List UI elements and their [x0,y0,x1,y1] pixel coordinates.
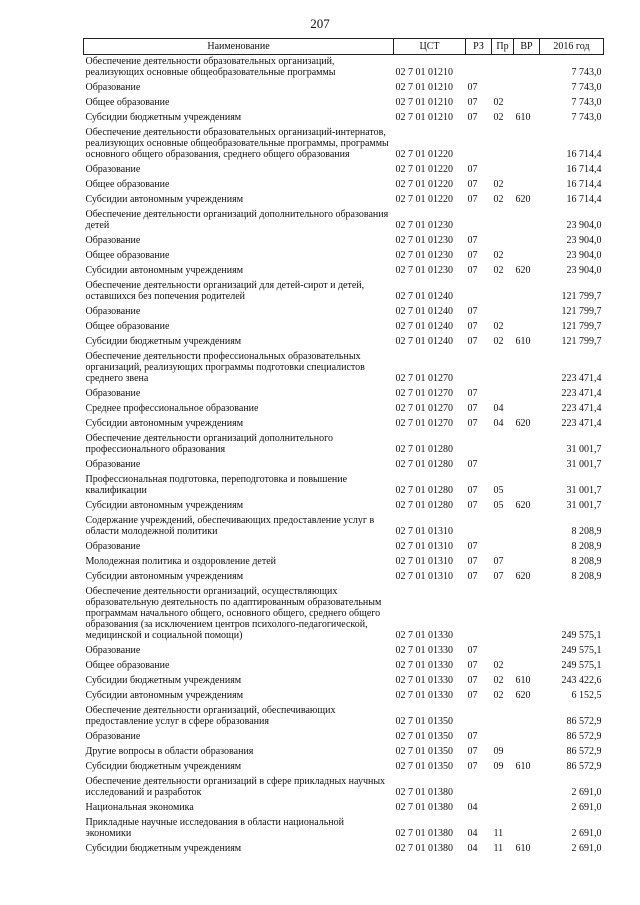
cell-name: Обеспечение деятельности образовательных организаций, реализующих основные общеобразовательные программы [85,56,336,78]
cell-pr: 02 [493,675,504,686]
cell-name: Образование [85,459,141,470]
cell-pr [492,234,514,249]
cell-sum: 23 904,0 [566,265,602,276]
cell-name: Субсидии автономным учреждениям [85,571,244,582]
cell-pr: 05 [493,485,504,496]
cell-pr [492,540,514,555]
cell-vr [514,801,540,816]
cell-sum: 23 904,0 [566,220,602,231]
table-row [84,264,604,279]
cell-csr: 02 7 01 01280 [395,485,453,496]
cell-pr [492,163,514,178]
cell-rz [466,775,492,801]
cell-vr: 610 [515,675,531,686]
cell-vr [514,644,540,659]
cell-csr: 02 7 01 01310 [395,556,453,567]
table-row [84,499,604,514]
cell-rz [466,279,492,305]
cell-pr: 02 [493,690,504,701]
cell-rz: 07 [467,179,478,190]
cell-vr [514,458,540,473]
cell-pr: 07 [493,571,504,582]
cell-name: Субсидии бюджетным учреждениям [85,675,242,686]
cell-name: Субсидии бюджетным учреждениям [85,761,242,772]
cell-vr: 620 [515,194,531,205]
cell-vr [514,432,540,458]
table-row [84,178,604,193]
cell-rz: 07 [467,194,478,205]
cell-rz: 07 [467,336,478,347]
table-row [84,458,604,473]
table-row [84,387,604,402]
cell-csr: 02 7 01 01350 [395,731,453,742]
header-csr: ЦСТ [394,39,466,55]
table-row [84,704,604,730]
cell-csr: 02 7 01 01350 [395,761,453,772]
cell-name: Образование [85,82,141,93]
cell-rz: 07 [467,112,478,123]
table-row [84,760,604,775]
table-row [84,473,604,499]
cell-rz: 07 [467,746,478,757]
cell-name: Субсидии автономным учреждениям [85,194,244,205]
cell-vr: 610 [515,336,531,347]
cell-name: Образование [85,541,141,552]
cell-rz: 07 [467,675,478,686]
cell-rz: 04 [467,828,478,839]
cell-csr: 02 7 01 01230 [395,265,453,276]
cell-csr: 02 7 01 01240 [395,321,453,332]
cell-sum: 223 471,4 [561,418,602,429]
cell-pr [492,350,514,387]
table-row [84,279,604,305]
cell-rz [466,55,492,82]
table-row [84,644,604,659]
cell-pr [492,387,514,402]
cell-csr: 02 7 01 01230 [395,220,453,231]
cell-csr: 02 7 01 01330 [395,660,453,671]
cell-vr [514,126,540,163]
table-row [84,540,604,555]
cell-vr [514,249,540,264]
cell-sum: 8 208,9 [571,541,602,552]
cell-sum: 249 575,1 [561,630,602,641]
cell-pr [492,126,514,163]
cell-name: Профессиональная подготовка, переподготовка и повышение квалификации [85,474,348,496]
cell-sum: 31 001,7 [566,459,602,470]
cell-rz: 07 [467,761,478,772]
cell-pr: 09 [493,746,504,757]
cell-name: Образование [85,235,141,246]
cell-sum: 86 572,9 [566,746,602,757]
cell-sum: 7 743,0 [571,97,602,108]
cell-sum: 16 714,4 [566,194,602,205]
cell-vr [514,279,540,305]
table-row [84,111,604,126]
cell-csr: 02 7 01 01280 [395,444,453,455]
cell-pr: 04 [493,418,504,429]
cell-csr: 02 7 01 01330 [395,645,453,656]
cell-csr: 02 7 01 01310 [395,571,453,582]
cell-pr: 04 [493,403,504,414]
table-row [84,801,604,816]
cell-sum: 249 575,1 [561,645,602,656]
cell-csr: 02 7 01 01280 [395,500,453,511]
table-row [84,234,604,249]
table-row [84,659,604,674]
table-row [84,570,604,585]
table-row [84,249,604,264]
header-vr: ВР [514,39,540,55]
cell-pr [492,644,514,659]
cell-csr: 02 7 01 01210 [395,112,453,123]
table-row [84,320,604,335]
cell-sum: 8 208,9 [571,556,602,567]
cell-sum: 223 471,4 [561,403,602,414]
table-row [84,163,604,178]
cell-pr [492,55,514,82]
cell-name: Обеспечение деятельности организаций, осуществляющих образовательную деятельность по адаптированным образовательным программам начального общего, основного общего, среднего общего образования (за исключением центров психолого-педагогической, медицинской и социальной помощи) [85,586,382,641]
cell-sum: 86 572,9 [566,731,602,742]
cell-rz [466,514,492,540]
cell-name: Субсидии автономным учреждениям [85,265,244,276]
cell-pr: 09 [493,761,504,772]
cell-vr: 610 [515,112,531,123]
cell-rz [466,704,492,730]
budget-table [83,38,604,857]
table-row [84,730,604,745]
table-body [84,55,604,858]
table-row [84,816,604,842]
cell-pr [492,458,514,473]
cell-csr: 02 7 01 01330 [395,630,453,641]
cell-rz [466,432,492,458]
cell-csr: 02 7 01 01220 [395,194,453,205]
cell-sum: 121 799,7 [561,336,602,347]
table-row [84,81,604,96]
cell-csr: 02 7 01 01380 [395,787,453,798]
cell-csr: 02 7 01 01270 [395,418,453,429]
cell-sum: 23 904,0 [566,235,602,246]
cell-csr: 02 7 01 01210 [395,82,453,93]
cell-name: Субсидии автономным учреждениям [85,418,244,429]
cell-csr: 02 7 01 01240 [395,306,453,317]
cell-csr: 02 7 01 01330 [395,675,453,686]
cell-pr: 02 [493,112,504,123]
cell-name: Общее образование [85,660,170,671]
cell-name: Обеспечение деятельности профессиональных образовательных организаций, реализующих программы подготовки специалистов среднего звена [85,351,365,384]
cell-rz: 07 [467,541,478,552]
cell-vr [514,704,540,730]
cell-name: Прикладные научные исследования в области национальной экономики [85,817,344,839]
cell-rz: 07 [467,571,478,582]
cell-pr: 02 [493,265,504,276]
cell-name: Национальная экономика [85,802,194,813]
cell-name: Обеспечение деятельности образовательных организаций-интернатов, реализующих основные общеобразовательные программы, программы основного общего образования, среднего общего образования [85,127,389,160]
table-row [84,335,604,350]
cell-rz: 07 [467,250,478,261]
cell-csr: 02 7 01 01310 [395,526,453,537]
cell-pr: 02 [493,250,504,261]
cell-sum: 31 001,7 [566,444,602,455]
table-row [84,745,604,760]
cell-name: Образование [85,645,141,656]
cell-rz: 07 [467,500,478,511]
cell-vr [514,745,540,760]
cell-name: Субсидии автономным учреждениям [85,500,244,511]
cell-pr: 02 [493,321,504,332]
cell-name: Обеспечение деятельности организаций дополнительного образования детей [85,209,389,231]
cell-name: Молодежная политика и оздоровление детей [85,556,277,567]
cell-vr [514,320,540,335]
cell-sum: 31 001,7 [566,485,602,496]
table-row [84,126,604,163]
cell-sum: 7 743,0 [571,82,602,93]
cell-rz: 07 [467,82,478,93]
cell-pr [492,81,514,96]
cell-vr: 620 [515,418,531,429]
cell-name: Образование [85,731,141,742]
cell-vr [514,350,540,387]
header-sum: 2016 год [540,39,604,55]
cell-sum: 86 572,9 [566,716,602,727]
cell-csr: 02 7 01 01270 [395,373,453,384]
header-rz: РЗ [466,39,492,55]
cell-vr [514,96,540,111]
cell-rz: 07 [467,388,478,399]
table-row [84,350,604,387]
cell-csr: 02 7 01 01310 [395,541,453,552]
cell-rz: 07 [467,321,478,332]
cell-pr: 02 [493,179,504,190]
cell-sum: 8 208,9 [571,571,602,582]
table-row [84,775,604,801]
cell-name: Обеспечение деятельности организаций, обеспечивающих предоставление услуг в сфере образования [85,705,336,727]
cell-sum: 7 743,0 [571,112,602,123]
cell-vr [514,816,540,842]
cell-rz [466,208,492,234]
cell-csr: 02 7 01 01270 [395,403,453,414]
table-row [84,432,604,458]
cell-pr [492,514,514,540]
cell-csr: 02 7 01 01270 [395,388,453,399]
table-row [84,585,604,644]
cell-pr: 11 [493,828,504,839]
cell-csr: 02 7 01 01230 [395,235,453,246]
cell-sum: 2 691,0 [571,787,602,798]
table-row [84,208,604,234]
cell-pr: 07 [493,556,504,567]
cell-sum: 243 422,6 [561,675,602,686]
cell-sum: 16 714,4 [566,179,602,190]
cell-csr: 02 7 01 01380 [395,828,453,839]
cell-vr [514,473,540,499]
cell-vr [514,659,540,674]
cell-sum: 2 691,0 [571,828,602,839]
cell-name: Общее образование [85,179,170,190]
cell-pr [492,432,514,458]
cell-csr: 02 7 01 01380 [395,802,453,813]
cell-rz: 07 [467,418,478,429]
cell-name: Обеспечение деятельности организаций дополнительного профессионального образования [85,433,333,455]
table-row [84,96,604,111]
table-row [84,402,604,417]
cell-csr: 02 7 01 01220 [395,164,453,175]
cell-csr: 02 7 01 01220 [395,179,453,190]
cell-rz: 04 [467,843,478,854]
table-header-row [84,39,604,55]
cell-rz: 07 [467,459,478,470]
cell-vr [514,81,540,96]
table-row [84,55,604,82]
table-row [84,842,604,857]
table-row [84,305,604,320]
cell-vr [514,234,540,249]
cell-rz: 07 [467,235,478,246]
cell-csr: 02 7 01 01210 [395,67,453,78]
cell-pr: 02 [493,97,504,108]
cell-rz: 07 [467,660,478,671]
cell-vr [514,555,540,570]
cell-rz: 07 [467,731,478,742]
cell-sum: 86 572,9 [566,761,602,772]
cell-vr [514,540,540,555]
cell-pr [492,208,514,234]
cell-rz: 07 [467,485,478,496]
cell-pr [492,305,514,320]
cell-rz: 07 [467,97,478,108]
cell-vr: 620 [515,690,531,701]
cell-name: Субсидии бюджетным учреждениям [85,112,242,123]
cell-sum: 7 743,0 [571,67,602,78]
cell-name: Другие вопросы в области образования [85,746,254,757]
cell-pr [492,730,514,745]
cell-rz: 07 [467,164,478,175]
cell-name: Обеспечение деятельности организаций в сфере прикладных научных исследований и разработок [85,776,386,798]
cell-name: Субсидии бюджетным учреждениям [85,336,242,347]
cell-vr: 610 [515,761,531,772]
page-number: 207 [310,16,330,31]
cell-sum: 223 471,4 [561,373,602,384]
cell-csr: 02 7 01 01210 [395,97,453,108]
cell-vr [514,55,540,82]
cell-rz: 04 [467,802,478,813]
cell-pr [492,775,514,801]
cell-pr: 05 [493,500,504,511]
cell-pr: 02 [493,194,504,205]
cell-rz: 07 [467,645,478,656]
cell-sum: 249 575,1 [561,660,602,671]
cell-sum: 6 152,5 [571,690,602,701]
cell-csr: 02 7 01 01240 [395,291,453,302]
cell-sum: 223 471,4 [561,388,602,399]
cell-sum: 16 714,4 [566,149,602,160]
cell-sum: 121 799,7 [561,291,602,302]
cell-vr [514,730,540,745]
cell-rz: 07 [467,690,478,701]
cell-sum: 31 001,7 [566,500,602,511]
cell-name: Образование [85,388,141,399]
cell-rz [466,585,492,644]
cell-vr [514,387,540,402]
cell-vr [514,163,540,178]
cell-rz: 07 [467,403,478,414]
cell-pr: 11 [493,843,504,854]
cell-vr [514,402,540,417]
cell-rz: 07 [467,556,478,567]
cell-pr: 02 [493,660,504,671]
cell-csr: 02 7 01 01350 [395,716,453,727]
cell-csr: 02 7 01 01220 [395,149,453,160]
cell-pr [492,801,514,816]
cell-name: Среднее профессиональное образование [85,403,259,414]
cell-csr: 02 7 01 01240 [395,336,453,347]
cell-name: Общее образование [85,321,170,332]
table-row [84,689,604,704]
cell-sum: 16 714,4 [566,164,602,175]
cell-vr [514,775,540,801]
cell-pr [492,279,514,305]
cell-csr: 02 7 01 01350 [395,746,453,757]
table-row [84,193,604,208]
cell-vr [514,208,540,234]
cell-name: Образование [85,164,141,175]
table-row [84,417,604,432]
cell-name: Общее образование [85,250,170,261]
cell-sum: 8 208,9 [571,526,602,537]
cell-csr: 02 7 01 01230 [395,250,453,261]
cell-sum: 2 691,0 [571,843,602,854]
cell-rz [466,126,492,163]
cell-vr: 620 [515,500,531,511]
cell-pr [492,585,514,644]
cell-csr: 02 7 01 01380 [395,843,453,854]
cell-sum: 121 799,7 [561,306,602,317]
cell-vr: 620 [515,571,531,582]
cell-vr: 620 [515,265,531,276]
cell-pr [492,704,514,730]
header-pr: Пр [492,39,514,55]
cell-name: Общее образование [85,97,170,108]
cell-csr: 02 7 01 01330 [395,690,453,701]
table-row [84,514,604,540]
cell-name: Образование [85,306,141,317]
cell-sum: 23 904,0 [566,250,602,261]
cell-vr [514,305,540,320]
cell-name: Субсидии автономным учреждениям [85,690,244,701]
cell-name: Субсидии бюджетным учреждениям [85,843,242,854]
cell-rz [466,350,492,387]
cell-name: Содержание учреждений, обеспечивающих предоставление услуг в области молодежной политики [85,515,375,537]
cell-sum: 121 799,7 [561,321,602,332]
cell-name: Обеспечение деятельности организаций для детей-сирот и детей, оставшихся без попечения родителей [85,280,365,302]
cell-vr [514,178,540,193]
cell-csr: 02 7 01 01280 [395,459,453,470]
header-name: Наименование [84,39,394,55]
cell-pr: 02 [493,336,504,347]
table-row [84,674,604,689]
cell-rz: 07 [467,265,478,276]
cell-sum: 2 691,0 [571,802,602,813]
cell-vr [514,514,540,540]
cell-vr [514,585,540,644]
table-row [84,555,604,570]
cell-vr: 610 [515,843,531,854]
cell-rz: 07 [467,306,478,317]
